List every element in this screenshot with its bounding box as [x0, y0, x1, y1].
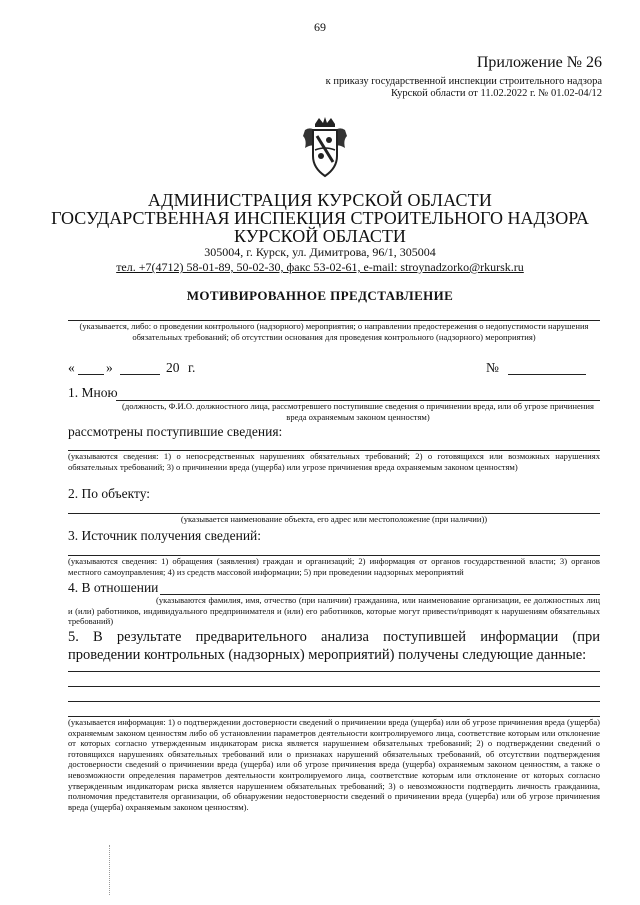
- s3-note: (указываются сведения: 1) обращения (заявления) граждан и организаций; 2) информация от органов государственной власти; 3) органов местного самоуправления; 4) из средств массовой информации; 5) при проведении надзорных мероприятий: [68, 556, 600, 577]
- s2-note: (указывается наименование объекта, его адрес или местоположение (при наличии)): [180, 514, 488, 524]
- s3-label: 3. Источник получения сведений:: [68, 528, 262, 543]
- org-address: 305004, г. Курск, ул. Димитрова, 96/1, 305004: [204, 245, 436, 259]
- s4-label: 4. В отношении: [68, 580, 159, 595]
- org-contacts: тел. +7(4712) 58-01-89, 50-02-30, факс 53-02-61, e-mail: stroynadzorko@rkursk.ru: [116, 260, 524, 274]
- s5-line-2: [68, 686, 600, 687]
- s1-note: (должность, Ф.И.О. должностного лица, рассмотревшего поступившие сведения о причинении вреда, или об угрозе причинения вреда охраняемым законом ценностям): [122, 401, 594, 422]
- coat-of-arms-icon: [301, 116, 349, 180]
- number-sign: №: [486, 360, 499, 375]
- s5-text: 5. В результате предварительного анализа поступившей информации (при проведении контрольных (надзорных) мероприятий) получены следующие данные:: [68, 629, 600, 663]
- s1-label: 1. Мною: [68, 385, 118, 400]
- s1-considered: рассмотрены поступившие сведения:: [68, 424, 283, 439]
- date-number-line: [68, 360, 600, 378]
- s5-line-1: [68, 671, 600, 672]
- s4-note: (указываются фамилия, имя, отчество (при наличии) гражданина, или наименование организации, ее должностных лиц и (или) работников, индивидуального предпринимателя и (или) его работников, которые могут привести/приводят к нарушениям обязательных требований): [68, 595, 600, 627]
- month-blank: [120, 374, 160, 375]
- date-open-quote: «: [68, 360, 75, 375]
- year-suffix: г.: [188, 360, 196, 375]
- document-title: МОТИВИРОВАННОЕ ПРЕДСТАВЛЕНИЕ: [186, 288, 454, 303]
- number-blank: [508, 374, 586, 375]
- org-line-2: ГОСУДАРСТВЕННАЯ ИНСПЕКЦИЯ СТРОИТЕЛЬНОГО НАДЗОРА: [51, 208, 589, 228]
- org-line-3: КУРСКОЙ ОБЛАСТИ: [234, 226, 406, 246]
- s2-label: 2. По объекту:: [68, 486, 151, 501]
- page-number: 69: [314, 20, 326, 34]
- org-line-1: АДМИНИСТРАЦИЯ КУРСКОЙ ОБЛАСТИ: [147, 190, 493, 210]
- appendix-line-1: к приказу государственной инспекции строительного надзора: [325, 76, 602, 87]
- scan-margin-mark: [109, 845, 111, 895]
- appendix-title: Приложение № 26: [476, 54, 602, 71]
- s5-note: (указывается информация: 1) о подтверждении достоверности сведений о причинении вреда (ущерба) или об угрозе причинения вреда (ущерба) охраняемым законом ценностям либо об установлении параметров деятельности контролируемого лица, соответствие которым или отклонение от которых согласно утвержденным индикаторам риска является нарушением обязательных требований; 2) о подтверждении сведений о готовящихся нарушениях обязательных требований или о признаках нарушений обязательных требований, об отсутствии подтверждения достоверности сведений о причинении вреда (ущерба) или об угрозе причинения вреда (ущерба) охраняемым законом ценностям, а также о невозможности определения параметров деятельности контролируемого лица, соответствие которым или отклонение от которых согласно утвержденным индикаторам риска является нарушением обязательных требований; 3) о невозможности подтвердить личность гражданина, полномочия представителя организации, об обнаружении недостоверности сведений о причинении вреда (ущерба) или об угрозе причинения вреда (ущерба) охраняемым законом ценностям).: [68, 717, 600, 812]
- day-blank: [78, 374, 104, 375]
- s5-line-3: [68, 701, 600, 702]
- date-close-quote: »: [106, 360, 113, 375]
- basis-note: (указывается, либо: о проведении контрольного (надзорного) мероприятия; о направлении предостережения о недопустимости нарушения обязательных требований; об отсутствии основания для проведения контрольного (надзорного) мероприятия): [79, 321, 589, 342]
- s1-info-note: (указываются сведения: 1) о непосредственных нарушениях обязательных требований; 2) о готовящихся или возможных нарушениях обязательных требований; 3) о причинении вреда (ущерба) или угрозе причинения вреда охраняемым законом ценностям): [68, 451, 600, 472]
- year-prefix: 20: [166, 360, 180, 375]
- appendix-subtitle: [326, 76, 602, 100]
- appendix-line-2: Курской области от 11.02.2022 г. № 01.02-04/12: [390, 88, 602, 99]
